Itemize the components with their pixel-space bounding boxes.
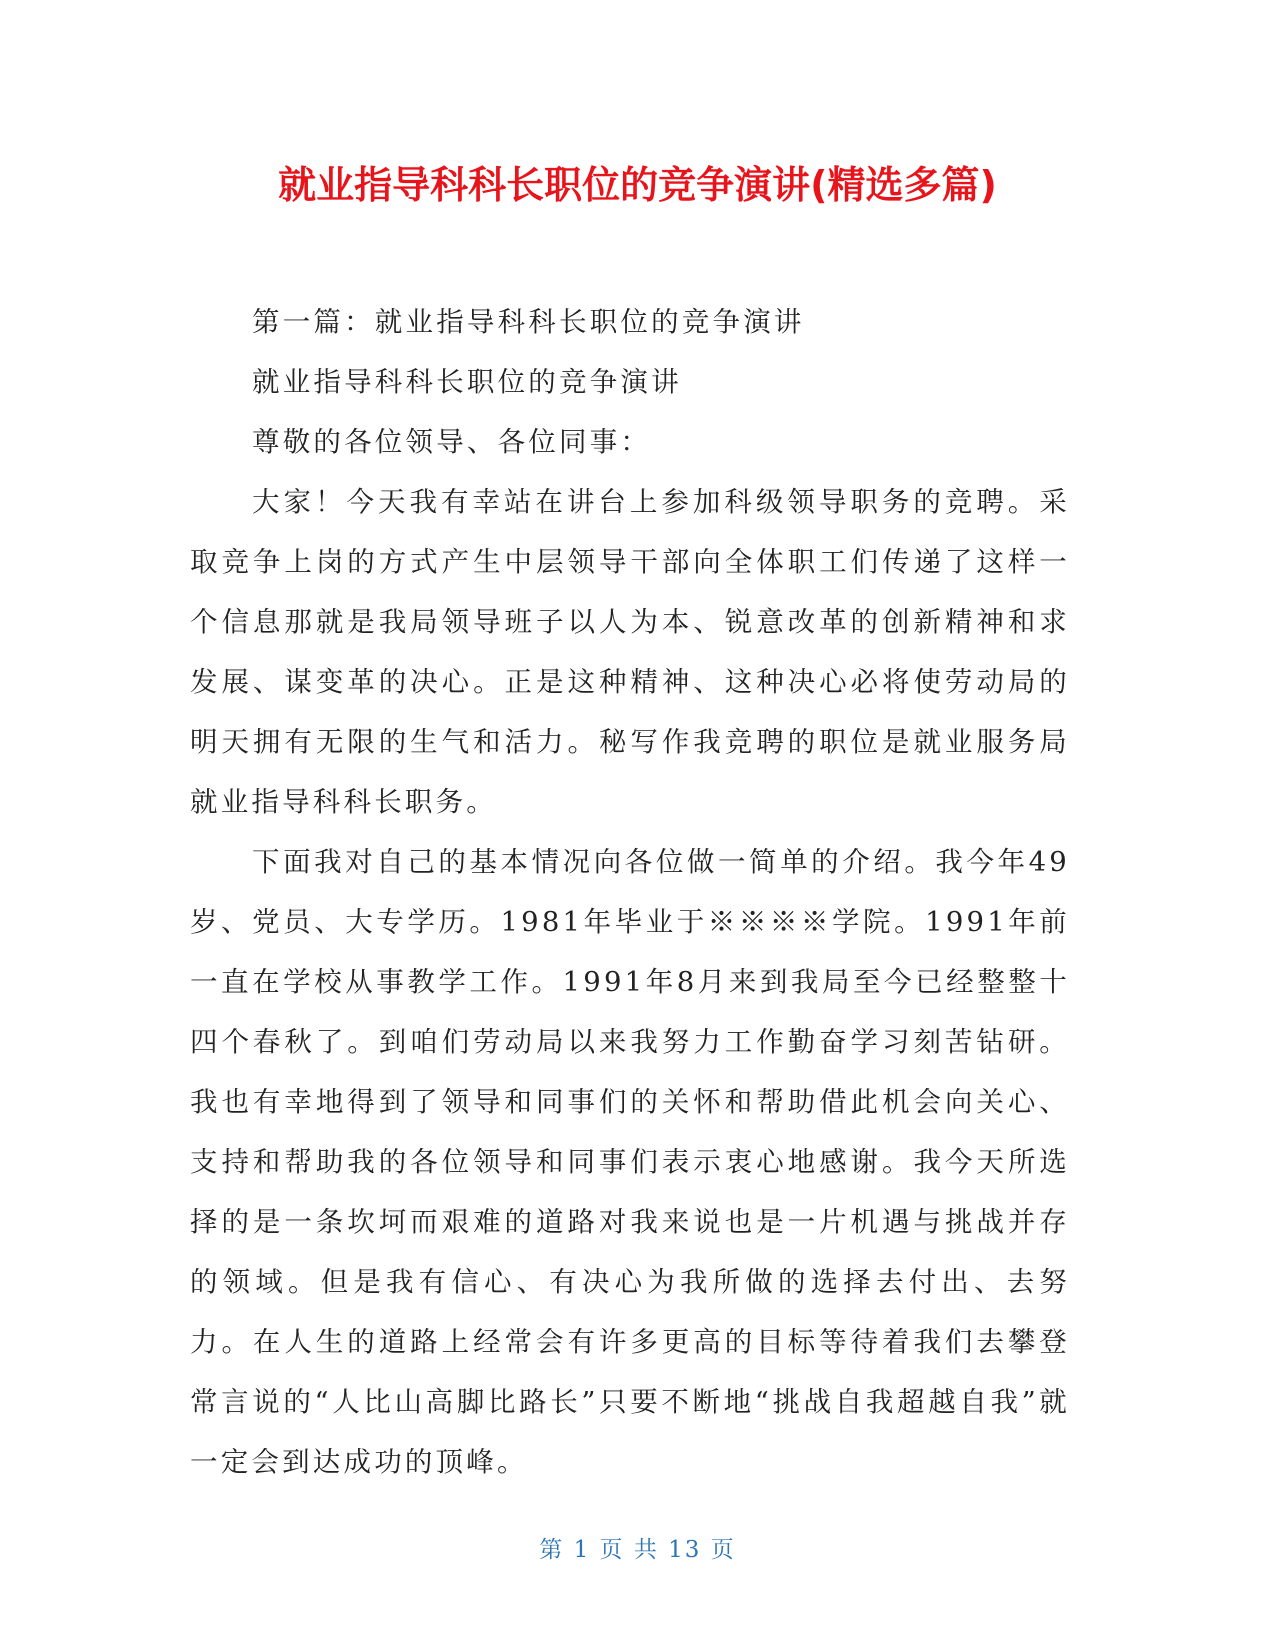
footer-total-pages: 13 xyxy=(668,1537,702,1563)
document-title: 就业指导科科长职位的竞争演讲(精选多篇) xyxy=(278,163,997,207)
footer-prefix: 第 xyxy=(539,1537,565,1563)
footer-current-page: 1 xyxy=(573,1537,591,1563)
footer-suffix: 页 xyxy=(710,1537,736,1563)
footer-middle: 页 共 xyxy=(599,1537,659,1563)
document-body xyxy=(190,292,1070,1492)
paragraph-intro: 大家！今天我有幸站在讲台上参加科级领导职务的竞聘。采取竞争上岗的方式产生中层领导干部向全体职工们传递了这样一个信息那就是我局领导班子以人为本、锐意改革的创新精神和求发展、谋变革的决心。正是这种精神、这种决心必将使劳动局的明天拥有无限的生气和活力。秘写作我竞聘的职位是就业服务局就业指导科科长职务。 xyxy=(190,486,1070,818)
speech-title: 就业指导科科长职位的竞争演讲 xyxy=(252,366,682,398)
section-heading: 第一篇：就业指导科科长职位的竞争演讲 xyxy=(252,306,805,338)
paragraph-background: 下面我对自己的基本情况向各位做一简单的介绍。我今年49岁、党员、大专学历。1981年毕业于※※※※学院。1991年前一直在学校从事教学工作。1991年8月来到我局至今已经整整十四个春秋了。到咱们劳动局以来我努力工作勤奋学习刻苦钻研。我也有幸地得到了领导和同事们的关怀和帮助借此机会向关心、支持和帮助我的各位领导和同事们表示衷心地感谢。我今天所选择的是一条坎坷而艰难的道路对我来说也是一片机遇与挑战并存的领域。但是我有信心、有决心为我所做的选择去付出、去努力。在人生的道路上经常会有许多更高的目标等待着我们去攀登常言说的“人比山高脚比路长”只要不断地“挑战自我超越自我”就一定会到达成功的顶峰。 xyxy=(190,846,1070,1478)
page-footer xyxy=(0,1535,1275,1565)
salutation: 尊敬的各位领导、各位同事： xyxy=(252,426,652,458)
